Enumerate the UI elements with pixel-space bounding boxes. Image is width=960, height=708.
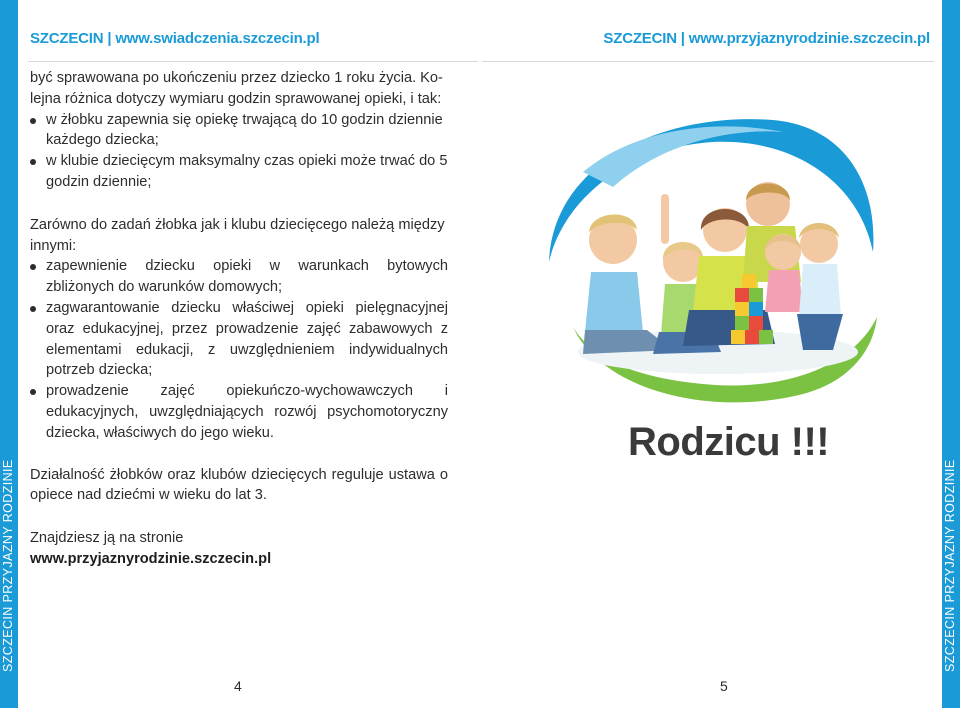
header-divider-right bbox=[482, 61, 934, 62]
website-link[interactable]: www.przyjaznyrodzinie.szczecin.pl bbox=[30, 550, 272, 567]
family-photo bbox=[543, 112, 878, 412]
header-divider-left bbox=[28, 61, 478, 62]
bullet-list-1 bbox=[30, 110, 448, 193]
left-side-label: SZCZECIN PRZYJAZNY RODZINIE bbox=[1, 459, 15, 672]
page-number-right: 5 bbox=[720, 678, 728, 694]
left-page-content bbox=[30, 68, 448, 570]
list-item: zapewnienie dziecku opieki w warunkach bytowych zbliżonych do warunków domowych; bbox=[30, 256, 448, 298]
list-item: prowadzenie zajęć opiekuńczo-wychowawczych i edukacyjnych, uwzględniających rozwój psychomotoryczny dziecka, właściwych do jego wieku. bbox=[30, 381, 448, 443]
list-item: w żłobku zapewnia się opiekę trwającą do 10 godzin dziennie każdego dziecka; bbox=[30, 110, 448, 152]
intro-line-1: być sprawowana po ukończeniu przez dziecko 1 roku życia. Ko- bbox=[30, 70, 443, 86]
header-left[interactable]: SZCZECIN | www.swiadczenia.szczecin.pl bbox=[30, 30, 320, 47]
find-text: Znajdziesz ją na stronie bbox=[30, 530, 184, 547]
page-title: Rodzicu !!! bbox=[628, 420, 830, 464]
list-item: zagwarantowanie dziecku właściwej opieki pielęgnacyjnej oraz edukacyjnej, przez prowadzenie zajęć zabawowych z elementami edukacji, z uwzględnieniem indywidualnych potrzeb dziecka; bbox=[30, 298, 448, 381]
bullet-list-2 bbox=[30, 256, 448, 443]
page-number-left: 4 bbox=[234, 678, 242, 694]
paragraph-regulation: Działalność żłobków oraz klubów dziecięcych reguluje ustawa o opiece nad dziećmi w wieku do lat 3. bbox=[30, 466, 448, 504]
paragraph-duties: Zarówno do zadań żłobka jak i klubu dziecięcego należą między innymi: bbox=[30, 216, 445, 254]
family-illustration bbox=[543, 112, 878, 412]
list-item: w klubie dziecięcym maksymalny czas opieki może trwać do 5 godzin dziennie; bbox=[30, 151, 448, 193]
right-side-label: SZCZECIN PRZYJAZNY RODZINIE bbox=[943, 459, 957, 672]
intro-line-2: lejna różnica dotyczy wymiaru godzin sprawowanej opieki, i tak: bbox=[30, 90, 442, 107]
header-right[interactable]: SZCZECIN | www.przyjaznyrodzinie.szczecin.pl bbox=[603, 30, 930, 47]
